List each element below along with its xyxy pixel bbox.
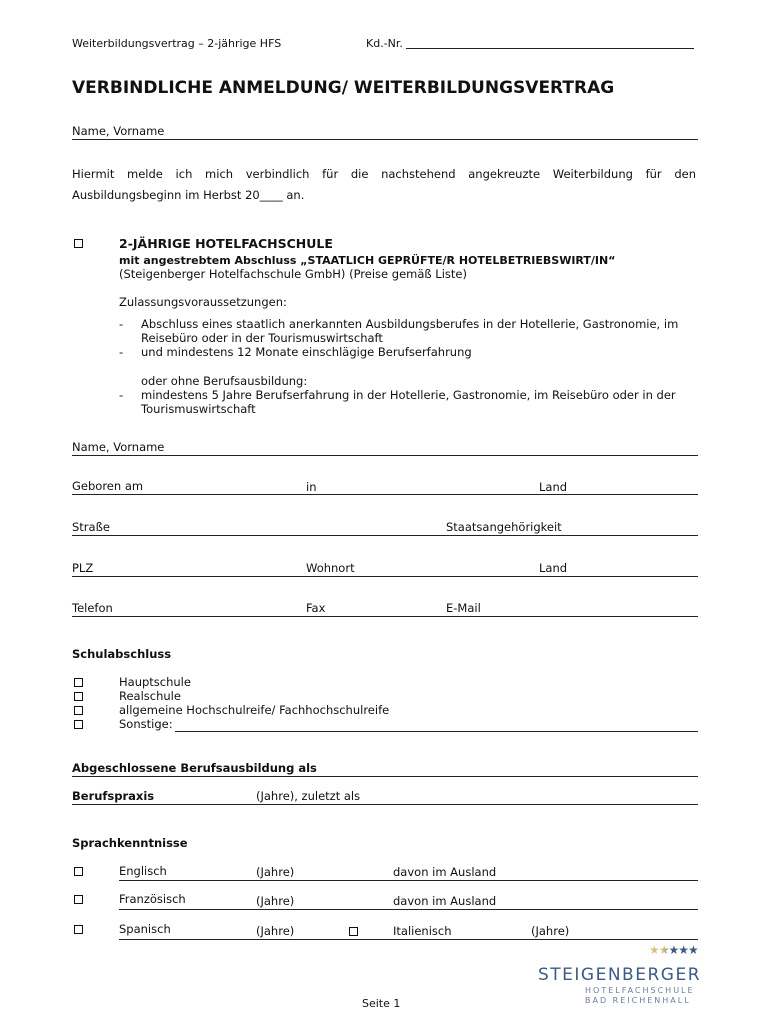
program-subtitle: mit angestrebtem Abschluss „STAATLICH GEPRÜFTE/R HOTELBETRIEBSWIRT/IN“ bbox=[119, 254, 616, 267]
french-abroad-label: davon im Ausland bbox=[393, 894, 497, 908]
requirement-2: und mindestens 12 Monate einschlägige Berufserfahrung bbox=[141, 345, 472, 359]
form-name-label: Name, Vorname bbox=[72, 440, 165, 454]
requirements-label: Zulassungsvoraussetzungen: bbox=[119, 295, 287, 309]
spanish-years-label: (Jahre) bbox=[256, 924, 295, 938]
school-other-field[interactable] bbox=[175, 731, 698, 732]
email-label: E-Mail bbox=[446, 601, 481, 615]
english-years-label: (Jahre) bbox=[256, 865, 295, 879]
school-option-2: Realschule bbox=[119, 689, 181, 703]
english-field[interactable] bbox=[119, 880, 698, 881]
zip-label: PLZ bbox=[72, 561, 94, 575]
intro-line-1: Hiermit melde ich mich verbindlich für die nachstehend angekreuzte Weiterbildung für den bbox=[72, 167, 696, 181]
requirement-3-line-1: mindestens 5 Jahre Berufserfahrung in der Hotellerie, Gastronomie, im Reisebüro oder in der bbox=[141, 388, 676, 402]
italian-checkbox[interactable] bbox=[349, 927, 358, 936]
school-checkbox-3[interactable] bbox=[74, 706, 83, 715]
street-label: Straße bbox=[72, 520, 110, 534]
french-years-label: (Jahre) bbox=[256, 894, 295, 908]
english-label: Englisch bbox=[119, 864, 167, 878]
program-title: 2-JÄHRIGE HOTELFACHSCHULE bbox=[119, 236, 333, 251]
requirement-1-line-2: Reisebüro oder in der Tourismuswirtschaft bbox=[141, 331, 383, 345]
school-option-3: allgemeine Hochschulreife/ Fachhochschulreife bbox=[119, 703, 390, 717]
logo-location: BAD REICHENHALL bbox=[585, 996, 691, 1005]
bullet-2: - bbox=[119, 345, 124, 359]
logo-stars: ★★★★★ bbox=[649, 943, 698, 957]
logo-stars-icon bbox=[649, 943, 698, 957]
training-heading: Abgeschlossene Berufsausbildung als bbox=[72, 761, 317, 775]
birthdate-label: Geboren am bbox=[72, 479, 144, 493]
english-checkbox[interactable] bbox=[74, 867, 83, 876]
residence-country-label: Land bbox=[539, 561, 568, 575]
customer-number-field[interactable] bbox=[406, 48, 694, 49]
languages-heading: Sprachkenntnisse bbox=[72, 836, 188, 850]
practice-label: Berufspraxis bbox=[72, 789, 155, 803]
residence-label: Wohnort bbox=[306, 561, 355, 575]
bullet-3: - bbox=[119, 388, 124, 402]
logo-wordmark: STEIGENBERGER bbox=[538, 965, 702, 985]
school-checkbox-4[interactable] bbox=[74, 720, 83, 729]
page-number: Seite 1 bbox=[362, 997, 401, 1010]
street-row-field[interactable] bbox=[72, 535, 698, 536]
birth-country-label: Land bbox=[539, 480, 568, 494]
requirement-3-line-2: Tourismuswirtschaft bbox=[141, 402, 256, 416]
school-checkbox-2[interactable] bbox=[74, 692, 83, 701]
spanish-checkbox[interactable] bbox=[74, 925, 83, 934]
french-checkbox[interactable] bbox=[74, 895, 83, 904]
french-field[interactable] bbox=[119, 909, 698, 910]
school-option-1: Hauptschule bbox=[119, 675, 191, 689]
spanish-field[interactable] bbox=[119, 939, 698, 940]
phone-label: Telefon bbox=[72, 601, 113, 615]
page-title: VERBINDLICHE ANMELDUNG/ WEITERBILDUNGSVERTRAG bbox=[72, 78, 615, 98]
school-checkbox-1[interactable] bbox=[74, 678, 83, 687]
header-document-title: Weiterbildungsvertrag – 2-jährige HFS bbox=[72, 37, 282, 50]
fax-label: Fax bbox=[306, 601, 326, 615]
english-abroad-label: davon im Ausland bbox=[393, 865, 497, 879]
school-option-4: Sonstige: bbox=[119, 717, 173, 731]
spanish-label: Spanisch bbox=[119, 922, 171, 936]
phone-row-field[interactable] bbox=[72, 616, 698, 617]
training-field[interactable] bbox=[72, 776, 698, 777]
italian-years-label: (Jahre) bbox=[531, 924, 570, 938]
name-label: Name, Vorname bbox=[72, 124, 165, 138]
bullet-1: - bbox=[119, 317, 124, 331]
nationality-label: Staatsangehörigkeit bbox=[446, 520, 562, 534]
practice-suffix: (Jahre), zuletzt als bbox=[256, 789, 361, 803]
zip-row-field[interactable] bbox=[72, 576, 698, 577]
french-label: Französisch bbox=[119, 892, 186, 906]
school-heading: Schulabschluss bbox=[72, 647, 172, 661]
birth-row-field[interactable] bbox=[72, 494, 698, 495]
intro-line-2: Ausbildungsbeginn im Herbst 20____ an. bbox=[72, 188, 305, 202]
practice-field[interactable] bbox=[72, 804, 698, 805]
italian-label: Italienisch bbox=[393, 924, 452, 938]
program-institution: (Steigenberger Hotelfachschule GmbH) (Preise gemäß Liste) bbox=[119, 267, 467, 281]
program-checkbox[interactable] bbox=[74, 239, 83, 248]
customer-number-label: Kd.-Nr. bbox=[366, 37, 403, 50]
alternative-label: oder ohne Berufsausbildung: bbox=[141, 374, 308, 388]
name-field[interactable] bbox=[72, 139, 698, 140]
logo-subtitle: HOTELFACHSCHULE bbox=[585, 986, 695, 995]
birthplace-label: in bbox=[306, 480, 317, 494]
form-name-field[interactable] bbox=[72, 455, 698, 456]
requirement-1-line-1: Abschluss eines staatlich anerkannten Ausbildungsberufes in der Hotellerie, Gastronomie, im bbox=[141, 317, 679, 331]
